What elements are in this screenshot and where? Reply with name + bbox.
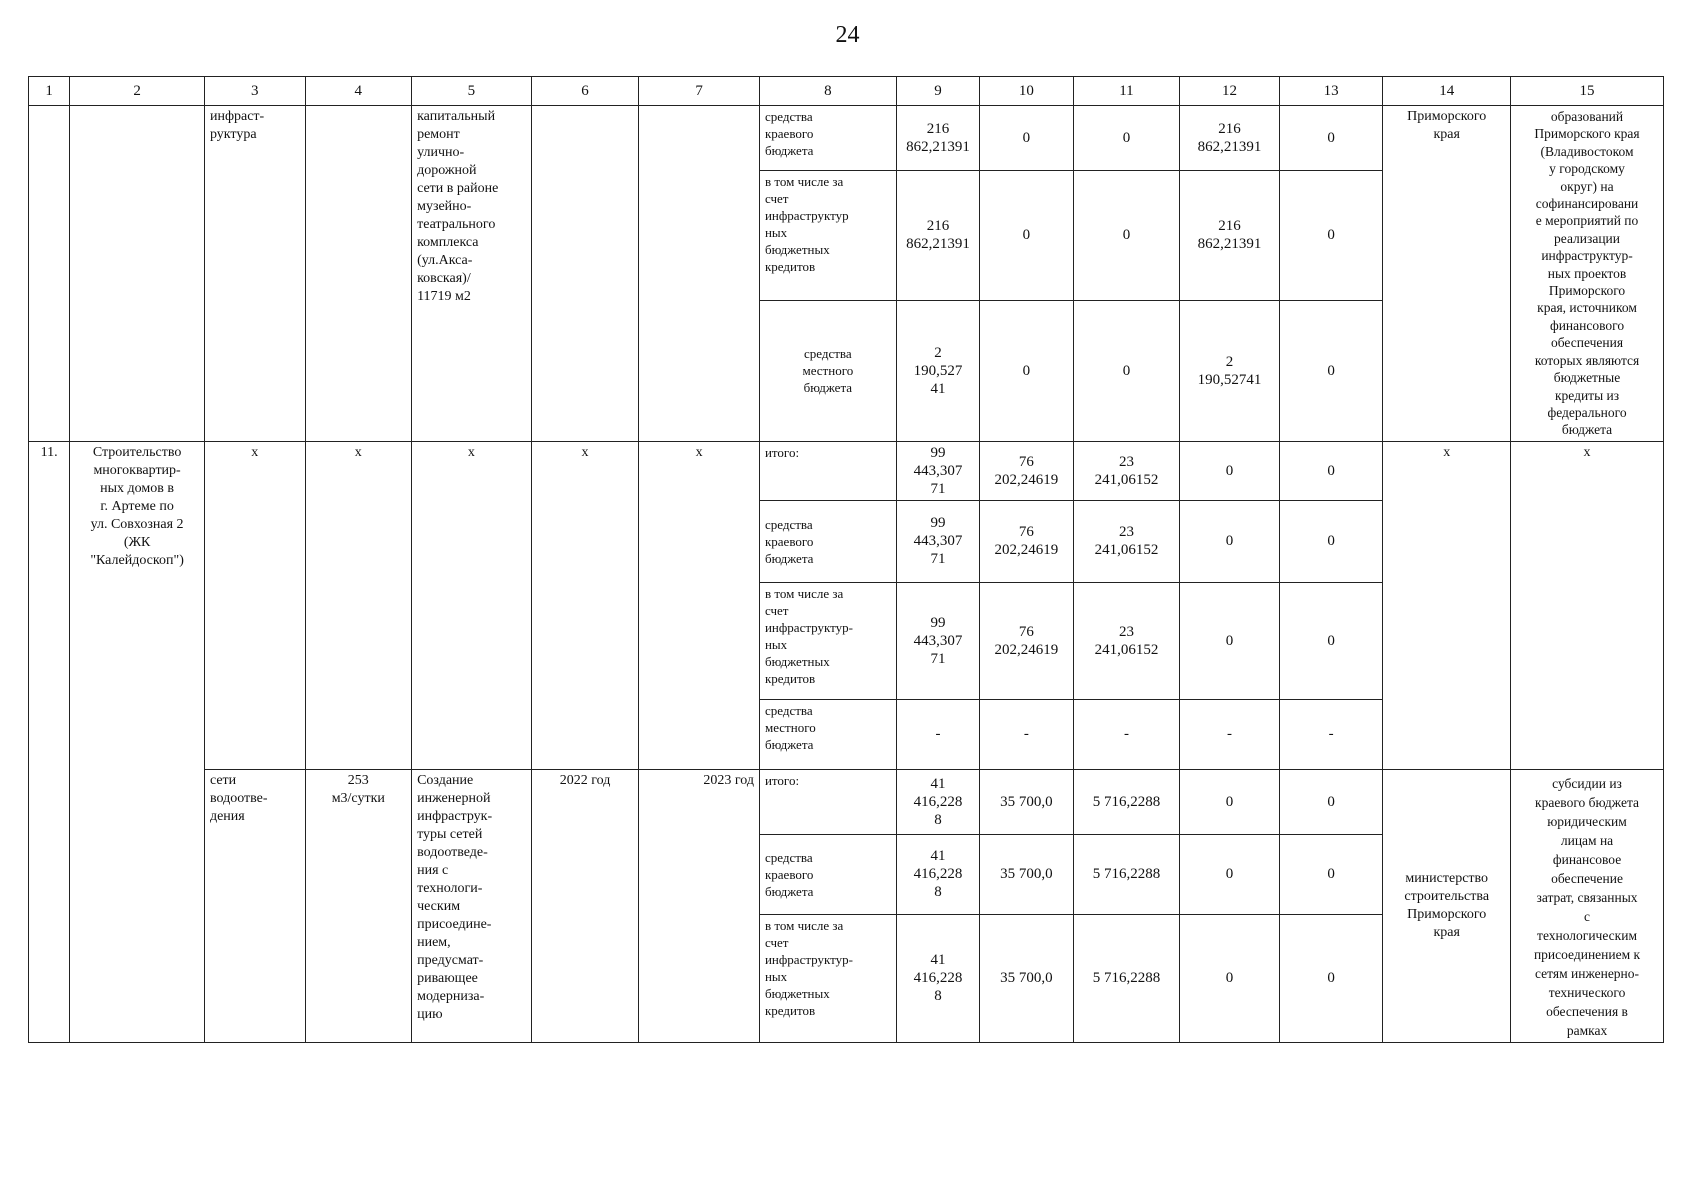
table-row — [29, 441, 1664, 500]
item-11-col6: х — [531, 441, 639, 769]
block-a-row1-col13: 0 — [1279, 106, 1383, 171]
block-a-object-type: инфраст- руктура — [204, 106, 305, 442]
item-11-row3-col10: 76 202,24619 — [980, 582, 1074, 699]
block-a-row2-col10: 0 — [980, 170, 1074, 300]
sub-object-row2-col13: 0 — [1279, 834, 1383, 914]
sub-object-row2-col11: 5 716,2288 — [1073, 834, 1180, 914]
sub-object-row1-source: итого: — [759, 769, 896, 834]
item-11-col4: х — [305, 441, 412, 769]
block-a-row1-col12: 216 862,21391 — [1180, 106, 1280, 171]
header-col-9: 9 — [896, 77, 979, 106]
sub-object-responsible: министерство строительства Приморского края — [1383, 769, 1511, 1042]
item-11-row4-col13: - — [1279, 699, 1383, 769]
item-11-col15: х — [1511, 441, 1664, 769]
item-11-row2-col9: 99 443,307 71 — [896, 500, 979, 582]
block-a-row3-col11: 0 — [1073, 301, 1180, 442]
sub-object-row1-col13: 0 — [1279, 769, 1383, 834]
block-a-row3-col12: 2 190,52741 — [1180, 301, 1280, 442]
sub-object-row3-col11: 5 716,2288 — [1073, 914, 1180, 1042]
header-col-12: 12 — [1180, 77, 1280, 106]
item-11-row3-col11: 23 241,06152 — [1073, 582, 1180, 699]
item-11-row2-col11: 23 241,06152 — [1073, 500, 1180, 582]
header-col-4: 4 — [305, 77, 412, 106]
item-11-row3-source: в том числе за счет инфраструктур- ных бюджетных кредитов — [759, 582, 896, 699]
header-col-3: 3 — [204, 77, 305, 106]
item-11-row4-source: средства местного бюджета — [759, 699, 896, 769]
block-a-row1-col10: 0 — [980, 106, 1074, 171]
sub-object-end-year: 2023 год — [639, 769, 760, 1042]
item-11-row4-col10: - — [980, 699, 1074, 769]
block-a-col6 — [531, 106, 639, 442]
sub-object-capacity: 253 м3/сутки — [305, 769, 412, 1042]
item-11-row2-col10: 76 202,24619 — [980, 500, 1074, 582]
block-a-row2-col13: 0 — [1279, 170, 1383, 300]
sub-object-row2-source: средства краевого бюджета — [759, 834, 896, 914]
block-a-row2-source: в том числе за счет инфраструктур ных бюджетных кредитов — [759, 170, 896, 300]
item-11-row4-col9: - — [896, 699, 979, 769]
item-11-row3-col12: 0 — [1180, 582, 1280, 699]
item-11-row1-col9: 99 443,307 71 — [896, 441, 979, 500]
item-11-row2-col12: 0 — [1180, 500, 1280, 582]
header-col-5: 5 — [412, 77, 532, 106]
item-11-number: 11. — [29, 441, 70, 1042]
item-11-row1-source: итого: — [759, 441, 896, 500]
item-11-row1-col13: 0 — [1279, 441, 1383, 500]
header-col-8: 8 — [759, 77, 896, 106]
sub-object-row3-col9: 41 416,228 8 — [896, 914, 979, 1042]
item-11-row2-col13: 0 — [1279, 500, 1383, 582]
block-a-row3-col10: 0 — [980, 301, 1074, 442]
sub-object-row3-source: в том числе за счет инфраструктур- ных бюджетных кредитов — [759, 914, 896, 1042]
header-col-1: 1 — [29, 77, 70, 106]
block-a-col1 — [29, 106, 70, 442]
block-a-row2-col12: 216 862,21391 — [1180, 170, 1280, 300]
item-11-row1-col10: 76 202,24619 — [980, 441, 1074, 500]
header-col-15: 15 — [1511, 77, 1664, 106]
sub-object-row3-col12: 0 — [1180, 914, 1280, 1042]
sub-object-note: субсидии из краевого бюджета юридическим лицам на финансовое обеспечение затрат, связанных с технологическим присоединением к сетям инженерно- технического обеспечения в рамках — [1511, 769, 1664, 1042]
header-col-7: 7 — [639, 77, 760, 106]
item-11-col5: х — [412, 441, 532, 769]
block-a-row2-col9: 216 862,21391 — [896, 170, 979, 300]
item-11-row3-col13: 0 — [1279, 582, 1383, 699]
sub-object-row1-col12: 0 — [1180, 769, 1280, 834]
item-11-col14: х — [1383, 441, 1511, 769]
sub-object-description: Создание инженерной инфраструк- туры сетей водоотведе- ния с технологи- ческим присоедине- нием, предусмат- ривающее модерниза- цию — [412, 769, 532, 1042]
item-11-col7: х — [639, 441, 760, 769]
block-a-row1-source: средства краевого бюджета — [759, 106, 896, 171]
item-11-row1-col11: 23 241,06152 — [1073, 441, 1180, 500]
sub-object-row3-col10: 35 700,0 — [980, 914, 1074, 1042]
sub-object-row2-col12: 0 — [1180, 834, 1280, 914]
item-11-row4-col12: - — [1180, 699, 1280, 769]
header-col-2: 2 — [70, 77, 205, 106]
block-a-row2-col11: 0 — [1073, 170, 1180, 300]
header-col-11: 11 — [1073, 77, 1180, 106]
item-11-row2-source: средства краевого бюджета — [759, 500, 896, 582]
table-row — [29, 106, 1664, 171]
block-a-note: образований Приморского края (Владивостоком у городскому округ) на софинансировани е мероприятий по реализации инфраструктур- ных проектов Приморского края, источником финансового обеспечения которых являются бюджетные кредиты из федерального бюджета — [1511, 106, 1664, 442]
table-header-row — [29, 77, 1664, 106]
header-col-6: 6 — [531, 77, 639, 106]
sub-object-row2-col10: 35 700,0 — [980, 834, 1074, 914]
block-a-row1-col9: 216 862,21391 — [896, 106, 979, 171]
sub-object-row1-col11: 5 716,2288 — [1073, 769, 1180, 834]
block-a-responsible: Приморского края — [1383, 106, 1511, 442]
header-col-10: 10 — [980, 77, 1074, 106]
block-a-description: капитальный ремонт улично- дорожной сети в районе музейно- театрального комплекса (ул.Акса- ковская)/ 11719 м2 — [412, 106, 532, 442]
block-a-col2 — [70, 106, 205, 442]
item-11-row4-col11: - — [1073, 699, 1180, 769]
sub-object-row2-col9: 41 416,228 8 — [896, 834, 979, 914]
block-a-col7 — [639, 106, 760, 442]
header-col-14: 14 — [1383, 77, 1511, 106]
block-a-row3-source: средства местного бюджета — [759, 301, 896, 442]
sub-object-row3-col13: 0 — [1279, 914, 1383, 1042]
financing-table — [28, 76, 1664, 1043]
page-number: 24 — [835, 22, 860, 48]
sub-object-start-year: 2022 год — [531, 769, 639, 1042]
sub-object-row1-col9: 41 416,228 8 — [896, 769, 979, 834]
header-col-13: 13 — [1279, 77, 1383, 106]
table-row — [29, 769, 1664, 834]
block-a-row3-col9: 2 190,527 41 — [896, 301, 979, 442]
block-a-col4 — [305, 106, 412, 442]
item-11-title: Строительство многоквартир- ных домов в г. Артеме по ул. Совхозная 2 (ЖК "Калейдоскоп") — [70, 441, 205, 1042]
item-11-col3: х — [204, 441, 305, 769]
item-11-row1-col12: 0 — [1180, 441, 1280, 500]
block-a-row3-col13: 0 — [1279, 301, 1383, 442]
block-a-row1-col11: 0 — [1073, 106, 1180, 171]
item-11-row3-col9: 99 443,307 71 — [896, 582, 979, 699]
sub-object-type: сети водоотве- дения — [204, 769, 305, 1042]
sub-object-row1-col10: 35 700,0 — [980, 769, 1074, 834]
